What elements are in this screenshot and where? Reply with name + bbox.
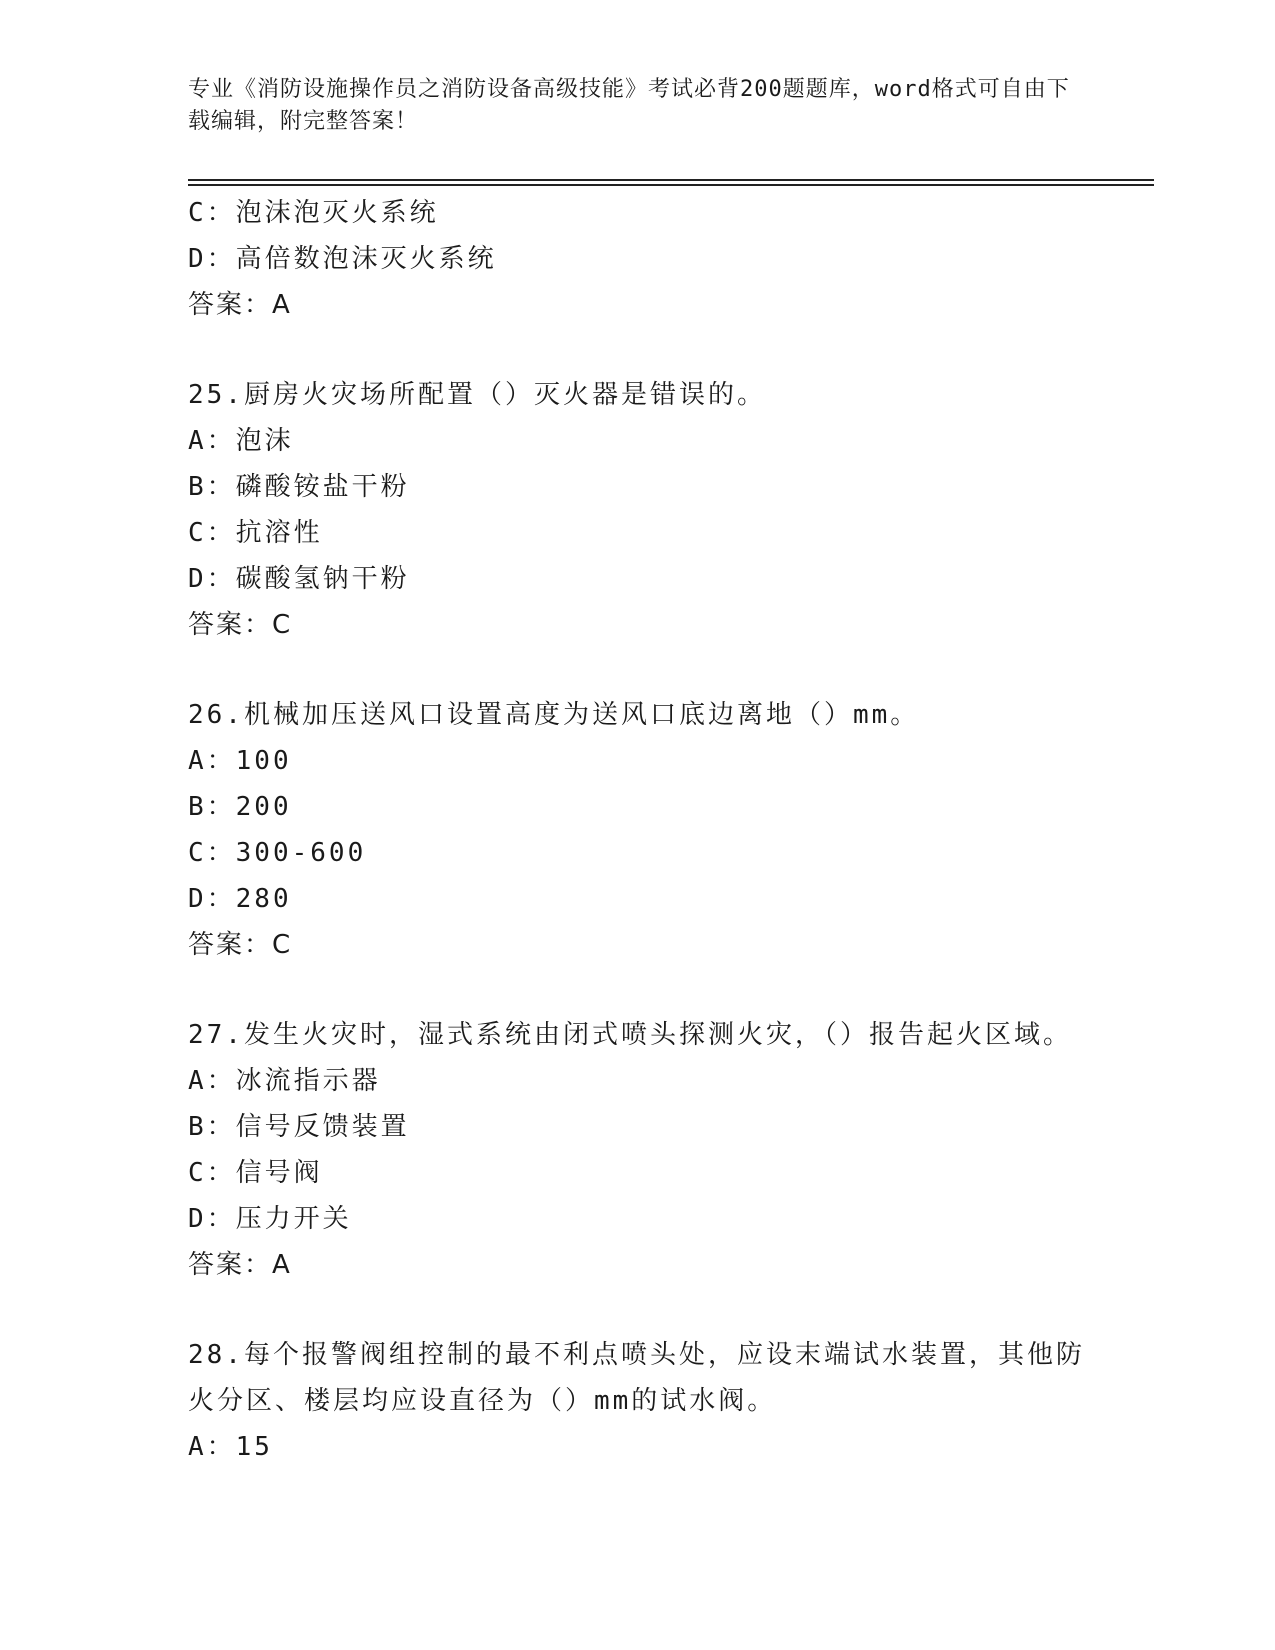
spacer <box>188 648 1168 692</box>
option-c: C：抗溶性 <box>188 518 323 548</box>
question-list <box>188 190 1168 1470</box>
question-block <box>188 190 1168 328</box>
option-a: A：100 <box>188 746 292 776</box>
option-a: A：泡沫 <box>188 426 294 456</box>
answer-line: 答案：A <box>188 1250 292 1280</box>
spacer <box>188 1288 1168 1332</box>
option-d: D：高倍数泡沫灭火系统 <box>188 244 497 274</box>
document-header: 专业《消防设施操作员之消防设备高级技能》考试必背200题题库，word格式可自由下载编辑，附完整答案！ <box>188 77 1070 134</box>
header-rule-top <box>188 179 1154 181</box>
answer-line: 答案：A <box>188 290 292 320</box>
spacer <box>188 968 1168 1012</box>
question-text: 27.发生火灾时，湿式系统由闭式喷头探测火灾，（）报告起火区域。 <box>188 1020 1072 1050</box>
option-d: D：压力开关 <box>188 1204 352 1234</box>
option-c: C：300-600 <box>188 838 367 868</box>
answer-line: 答案：C <box>188 610 293 640</box>
question-text: 25.厨房火灾场所配置（）灭火器是错误的。 <box>188 380 766 410</box>
option-d: D：280 <box>188 884 292 914</box>
question-block <box>188 1012 1168 1288</box>
question-block <box>188 692 1168 968</box>
answer-line: 答案：C <box>188 930 293 960</box>
option-b: B：信号反馈装置 <box>188 1112 410 1142</box>
option-d: D：碳酸氢钠干粉 <box>188 564 410 594</box>
question-text: 26.机械加压送风口设置高度为送风口底边离地（）mm。 <box>188 700 920 730</box>
question-block <box>188 1332 1168 1470</box>
spacer <box>188 328 1168 372</box>
question-text: 28.每个报警阀组控制的最不利点喷头处，应设末端试水装置，其他防火分区、楼层均应设直径为（）mm的试水阀。 <box>188 1340 1085 1416</box>
header-rule-bottom <box>188 184 1154 186</box>
option-b: B：磷酸铵盐干粉 <box>188 472 410 502</box>
option-b: B：200 <box>188 792 292 822</box>
question-block <box>188 372 1168 648</box>
option-a: A：冰流指示器 <box>188 1066 381 1096</box>
option-c: C：信号阀 <box>188 1158 323 1188</box>
option-a: A：15 <box>188 1432 273 1462</box>
option-c: C：泡沫泡灭火系统 <box>188 198 439 228</box>
